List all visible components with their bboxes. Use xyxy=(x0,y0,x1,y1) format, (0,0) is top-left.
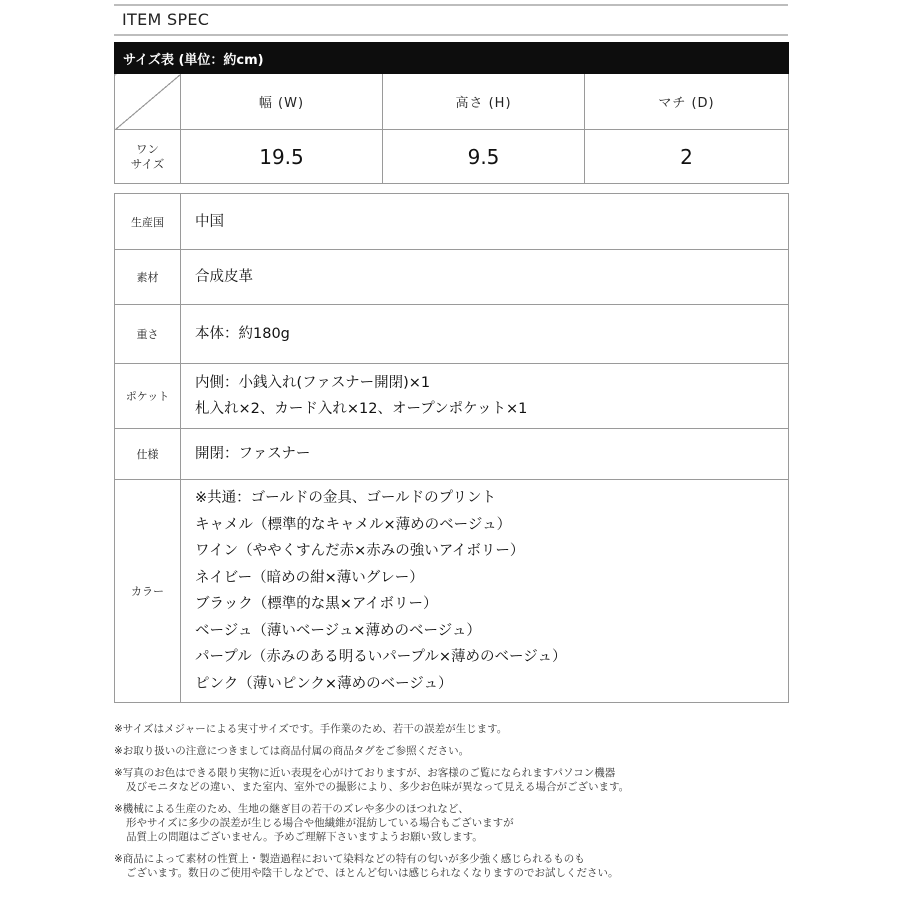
pocket-line: 札入れ×2、カード入れ×12、オープンポケット×1 xyxy=(195,401,528,417)
spec-value-origin: 中国 xyxy=(181,194,789,250)
spec-row-pocket xyxy=(115,364,789,429)
note-line: ございます。数日のご使用や陰干しなどで、ほとんど匂いは感じられなくなりますのでお試しください。 xyxy=(126,867,619,879)
spec-label-color: カラー xyxy=(115,480,181,703)
note-line: ※お取り扱いの注意につきましては商品付属の商品タグをご参照ください。 xyxy=(114,745,470,757)
spec-value-color xyxy=(181,480,789,703)
size-table-caption: サイズ表 (単位：約cm) xyxy=(115,43,789,74)
spec-row-material xyxy=(115,250,789,305)
spec-label-material: 素材 xyxy=(115,250,181,305)
color-line: ワイン（ややくすんだ赤×赤みの強いアイボリー） xyxy=(195,543,525,559)
section-title: ITEM SPEC xyxy=(122,10,210,29)
note-odor xyxy=(114,852,794,880)
value-depth: 2 xyxy=(585,130,789,184)
spec-label-weight: 重さ xyxy=(115,305,181,364)
column-header-height: 高さ (H) xyxy=(383,74,585,130)
notes xyxy=(114,722,794,888)
spec-row-closure xyxy=(115,429,789,480)
spec-value-weight: 本体：約180g xyxy=(181,305,789,364)
column-header-depth: マチ (D) xyxy=(585,74,789,130)
spec-label-closure: 仕様 xyxy=(115,429,181,480)
color-line: ブラック（標準的な黒×アイボリー） xyxy=(195,596,438,612)
note-line: ※商品によって素材の性質上・製造過程において染料などの特有の匂いが多少強く感じられるものも xyxy=(114,853,585,865)
section-divider xyxy=(114,34,788,36)
pocket-line: 内側：小銭入れ(ファスナー開閉)×1 xyxy=(195,375,431,391)
spec-row-weight xyxy=(115,305,789,364)
note-care xyxy=(114,744,794,758)
spec-label-origin: 生産国 xyxy=(115,194,181,250)
row-label-line: サイズ xyxy=(130,156,165,171)
note-line: ※機械による生産のため、生地の継ぎ目の若干のズレや多少のほつれなど、 xyxy=(114,803,469,815)
spec-row-origin xyxy=(115,194,789,250)
color-line: キャメル（標準的なキャメル×薄めのベージュ） xyxy=(195,516,512,533)
spec-value-closure: 開閉：ファスナー xyxy=(181,429,789,480)
spec-label-pocket: ポケット xyxy=(115,364,181,429)
note-measurement xyxy=(114,722,794,736)
note-line: 品質上の問題はございません。予めご理解下さいますようお願い致します。 xyxy=(126,831,483,843)
value-width: 19.5 xyxy=(181,130,383,184)
note-line: ※写真のお色はできる限り実物に近い表現を心がけておりますが、お客様のご覧になられますパソコン機器 xyxy=(114,767,616,779)
note-line: 形やサイズに多少の誤差が生じる場合や他繊維が混紡している場合もございますが xyxy=(126,817,514,829)
size-table-value-row xyxy=(115,130,789,184)
value-height: 9.5 xyxy=(383,130,585,184)
size-table-caption-row xyxy=(115,43,789,74)
color-line: パープル（赤みのある明るいパープル×薄めのベージュ） xyxy=(195,649,567,665)
color-line: ピンク（薄いピンク×薄めのベージュ） xyxy=(195,675,453,692)
note-line: ※サイズはメジャーによる実寸サイズです。手作業のため、若干の誤差が生じます。 xyxy=(114,723,508,735)
size-table xyxy=(114,42,789,184)
size-table-header-row xyxy=(115,74,789,130)
color-line: ベージュ（薄いベージュ×薄めのベージュ） xyxy=(195,622,481,639)
column-header-width: 幅 (W) xyxy=(181,74,383,130)
spec-table xyxy=(114,193,789,703)
top-divider xyxy=(114,4,788,6)
color-line: ※共通：ゴールドの金具、ゴールドのプリント xyxy=(195,490,496,506)
spec-value-pocket xyxy=(181,364,789,429)
row-label-line: ワン xyxy=(136,141,159,156)
note-production xyxy=(114,802,794,844)
note-line: 及びモニタなどの違い、また室内、室外での撮影により、多少お色味が異なって見える場合がございます。 xyxy=(126,781,630,793)
note-color-display xyxy=(114,766,794,794)
spec-row-color xyxy=(115,480,789,703)
row-label-one-size xyxy=(115,130,181,184)
size-table-corner-cell xyxy=(115,74,181,130)
color-line: ネイビー（暗めの紺×薄いグレー） xyxy=(195,569,424,586)
spec-value-material: 合成皮革 xyxy=(181,250,789,305)
